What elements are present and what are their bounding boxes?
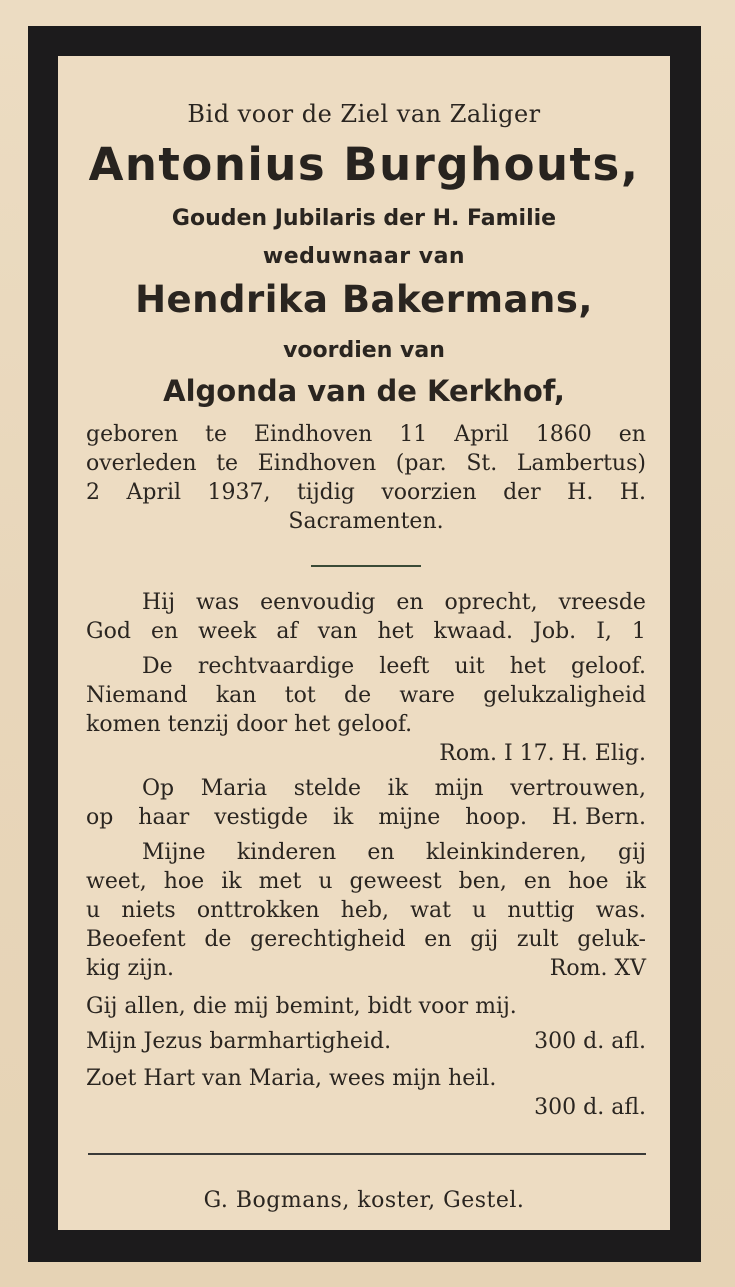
- word: en: [150, 619, 179, 644]
- verse-2-line-3: komen tenzij door het geloof.: [86, 712, 413, 737]
- word: geluk-: [577, 927, 646, 952]
- prayer-2-text: Mijn Jezus barmhartigheid.: [86, 1029, 392, 1054]
- word: ik: [332, 805, 354, 830]
- bio-line-1: [86, 422, 646, 447]
- bio-line-3: [86, 480, 646, 505]
- verse-4-line-2: [86, 869, 646, 894]
- word: weet,: [86, 869, 147, 894]
- word: ik: [221, 869, 242, 894]
- word: April: [126, 480, 182, 505]
- word: niets: [121, 898, 176, 923]
- word: 1: [631, 619, 646, 644]
- word: vestigde: [214, 805, 308, 830]
- short-divider: [311, 565, 421, 567]
- verse-4-line-3: [86, 898, 646, 923]
- verse-2-line-1: [86, 654, 646, 679]
- card-content: [58, 56, 670, 1230]
- word: het: [509, 654, 546, 679]
- word: St.: [466, 451, 498, 476]
- long-divider: [88, 1153, 646, 1155]
- verse-4-line-4: [86, 927, 646, 952]
- word: geboren: [86, 422, 179, 447]
- word: 1937,: [207, 480, 271, 505]
- verse-3-line-2: [86, 805, 646, 830]
- deceased-title: Gouden Jubilaris der H. Familie: [171, 206, 557, 231]
- word: kan: [215, 683, 257, 708]
- prayer-3: Zoet Hart van Maria, wees mijn heil.: [86, 1066, 497, 1091]
- word: ik: [625, 869, 646, 894]
- word: geloof.: [570, 654, 646, 679]
- word: ik: [387, 776, 409, 801]
- word: 1860: [535, 422, 592, 447]
- word: H.: [619, 480, 646, 505]
- word: kleinkinderen,: [425, 840, 587, 865]
- verse-4-line-1: [86, 840, 646, 865]
- word: God: [86, 619, 131, 644]
- word: H. Bern.: [551, 805, 646, 830]
- word: Eindhoven: [257, 451, 377, 476]
- word: met: [258, 869, 302, 894]
- word: Beoefent: [86, 927, 186, 952]
- word: u: [472, 898, 487, 923]
- word: af: [276, 619, 298, 644]
- word: gij: [470, 927, 499, 952]
- word: en: [367, 840, 395, 865]
- word: overleden: [86, 451, 197, 476]
- word: mijne: [378, 805, 441, 830]
- word: stelde: [293, 776, 362, 801]
- word: vertrouwen,: [510, 776, 646, 801]
- verse-2-line-2: [86, 683, 646, 708]
- word: Niemand: [86, 683, 188, 708]
- word: haar: [138, 805, 190, 830]
- second-wife-name: Algonda van de Kerkhof,: [163, 374, 565, 408]
- verse-3-line-1: [86, 776, 646, 801]
- word: gij: [618, 840, 646, 865]
- previously-label: voordien van: [283, 338, 445, 363]
- word: tot: [284, 683, 316, 708]
- word: voorzien: [381, 480, 477, 505]
- word: was.: [595, 898, 646, 923]
- word: leeft: [379, 654, 430, 679]
- word: en: [523, 869, 552, 894]
- prayer-header: Bid voor de Ziel van Zaliger: [187, 100, 541, 128]
- word: vreesde: [558, 590, 646, 615]
- word: De: [142, 654, 173, 679]
- word: onttrokken: [196, 898, 320, 923]
- word: kwaad.: [433, 619, 513, 644]
- word: Mijne: [142, 840, 206, 865]
- word: uit: [454, 654, 485, 679]
- word: op: [86, 805, 114, 830]
- bio-line-2: [86, 451, 646, 476]
- word: Op: [142, 776, 175, 801]
- word: week: [198, 619, 257, 644]
- word: eenvoudig: [260, 590, 376, 615]
- prayer-2-indulgence: 300 d. afl.: [534, 1029, 646, 1054]
- prayer-3-indulgence: 300 d. afl.: [534, 1095, 646, 1120]
- word: Maria: [200, 776, 268, 801]
- word: oprecht,: [444, 590, 538, 615]
- widower-of-label: weduwnaar van: [262, 244, 466, 269]
- word: en: [396, 590, 424, 615]
- word: te: [216, 451, 239, 476]
- word: hoe: [163, 869, 205, 894]
- word: zult: [516, 927, 559, 952]
- word: u: [318, 869, 333, 894]
- verse-4-line-5: [86, 956, 646, 981]
- word: Lambertus): [516, 451, 646, 476]
- word: 11: [399, 422, 428, 447]
- word: kinderen: [236, 840, 337, 865]
- word: Hij: [142, 590, 176, 615]
- word: u: [86, 898, 101, 923]
- printer-credit: G. Bogmans, koster, Gestel.: [203, 1188, 525, 1213]
- word: der: [503, 480, 541, 505]
- word: het: [377, 619, 414, 644]
- verse-4-line-5-text: kig zijn.: [86, 956, 175, 981]
- word: gelukzaligheid: [483, 683, 646, 708]
- word: rechtvaardige: [197, 654, 355, 679]
- word: en: [424, 927, 452, 952]
- verse-1-line-2: [86, 619, 646, 644]
- word: de: [344, 683, 372, 708]
- word: nuttig: [507, 898, 575, 923]
- verse-4-reference: Rom. XV: [549, 956, 646, 981]
- verse-2-reference: Rom. I 17. H. Elig.: [439, 741, 646, 766]
- word: H.: [567, 480, 594, 505]
- word: ware: [399, 683, 455, 708]
- word: hoop.: [465, 805, 527, 830]
- word: 2: [86, 480, 100, 505]
- word: I,: [596, 619, 612, 644]
- first-wife-name: Hendrika Bakermans,: [135, 278, 593, 321]
- prayer-1: Gij allen, die mij bemint, bidt voor mij.: [86, 994, 517, 1019]
- word: wat: [410, 898, 451, 923]
- verse-1-line-1: [86, 590, 646, 615]
- bio-line-4: Sacramenten.: [288, 509, 444, 534]
- word: April: [454, 422, 509, 447]
- word: gerechtigheid: [250, 927, 406, 952]
- word: geweest: [349, 869, 442, 894]
- prayer-2: [86, 1029, 646, 1054]
- word: hoe: [568, 869, 609, 894]
- word: tijdig: [296, 480, 355, 505]
- word: de: [204, 927, 232, 952]
- word: was: [195, 590, 240, 615]
- word: van: [317, 619, 358, 644]
- word: mijn: [434, 776, 484, 801]
- word: te: [205, 422, 227, 447]
- deceased-name: Antonius Burghouts,: [88, 138, 640, 191]
- word: Job.: [533, 619, 577, 644]
- word: ben,: [458, 869, 507, 894]
- word: heb,: [340, 898, 389, 923]
- word: en: [618, 422, 646, 447]
- word: Eindhoven: [253, 422, 373, 447]
- word: (par.: [395, 451, 447, 476]
